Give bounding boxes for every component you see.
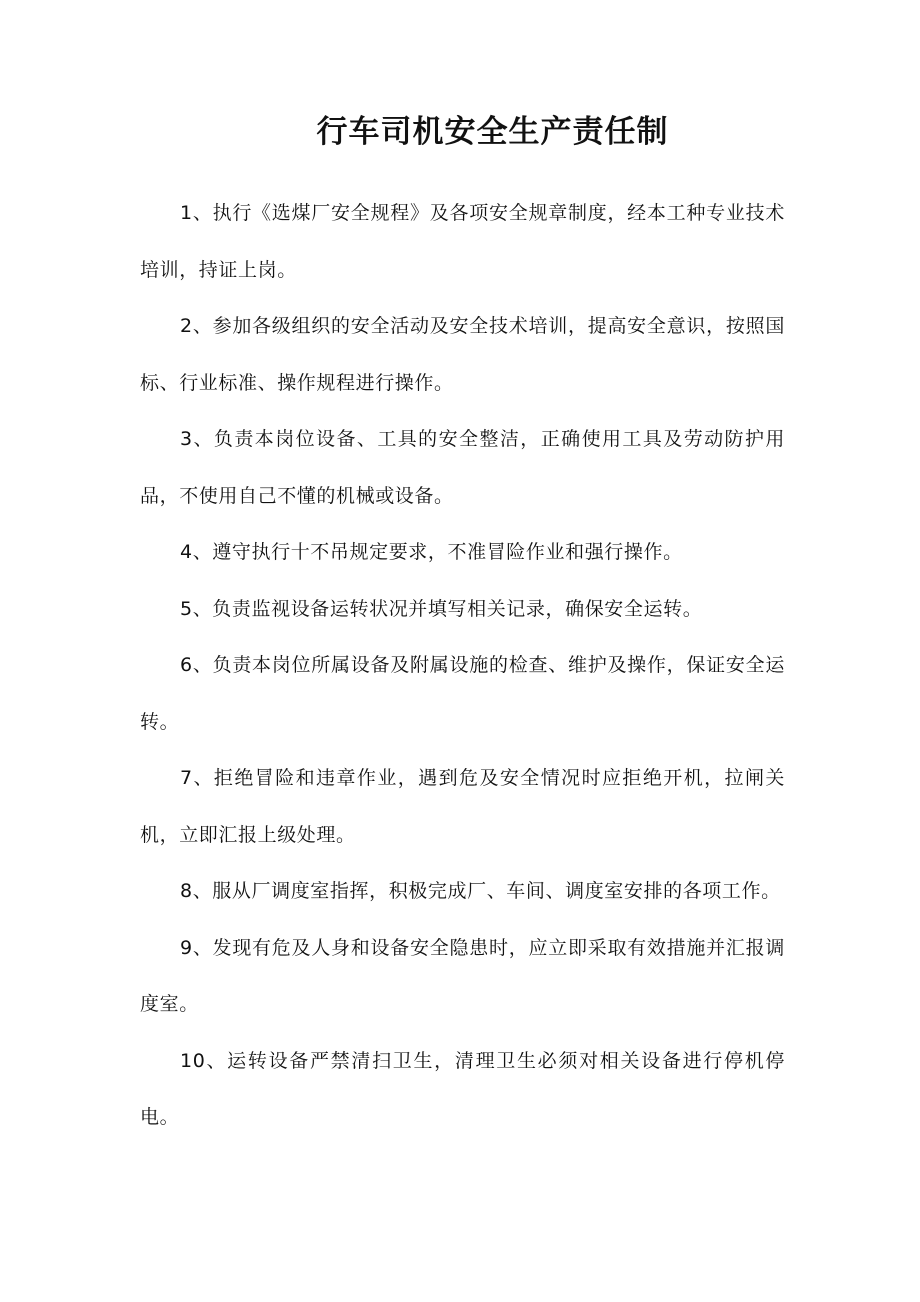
- clause-7: 7、拒绝冒险和违章作业，遇到危及安全情况时应拒绝开机，拉闸关机，立即汇报上级处理。: [140, 767, 785, 846]
- clause-5: 5、负责监视设备运转状况并填写相关记录，确保安全运转。: [180, 597, 703, 620]
- clause-4: 4、遵守执行十不吊规定要求，不准冒险作业和强行操作。: [180, 541, 683, 563]
- clause-9: 9、发现有危及人身和设备安全隐患时，应立即采取有效措施并汇报调度室。: [140, 936, 785, 1015]
- clause-10: 10、运转设备严禁清扫卫生，清理卫生必须对相关设备进行停机停电。: [140, 1049, 785, 1128]
- page-title: 行车司机安全生产责任制: [316, 114, 669, 150]
- clause-3: 3、负责本岗位设备、工具的安全整洁，正确使用工具及劳动防护用品，不使用自己不懂的机械或设备。: [140, 428, 785, 507]
- clause-8: 8、服从厂调度室指挥，积极完成厂、车间、调度室安排的各项工作。: [180, 880, 781, 902]
- clause-6: 6、负责本岗位所属设备及附属设施的检查、维护及操作，保证安全运转。: [140, 654, 785, 733]
- clause-list: [140, 185, 785, 1146]
- clause-2: 2、参加各级组织的安全活动及安全技术培训，提高安全意识，按照国标、行业标准、操作规程进行操作。: [140, 315, 785, 394]
- clause-1: 1、执行《选煤厂安全规程》及各项安全规章制度，经本工种专业技术培训，持证上岗。: [140, 202, 785, 281]
